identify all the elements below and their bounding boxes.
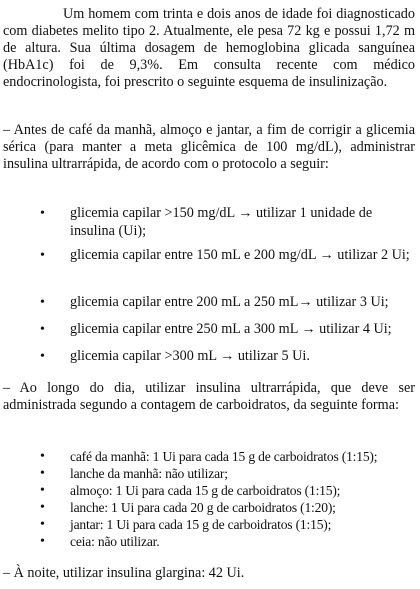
- bullet-icon: •: [40, 295, 45, 310]
- list-item-text: glicemia capilar entre 150 mL e 200 mg/dL → utilizar 2 Ui;: [70, 247, 410, 263]
- night-paragraph: – À noite, utilizar insulina glargina: 42 Ui.: [3, 565, 245, 581]
- bullet-icon: •: [40, 483, 45, 498]
- list-item-text: lanche da manhã: não utilizar;: [70, 466, 228, 481]
- list-item-text: café da manhã: 1 Ui para cada 15 g de carboidratos (1:15);: [70, 449, 378, 464]
- list-item-text: glicemia capilar >150 mg/dL → utilizar 1 unidade de insulina (Ui);: [70, 205, 373, 239]
- list-item-text: glicemia capilar >300 mL → utilizar 5 Ui.: [70, 348, 310, 364]
- list-item-text: lanche: 1 Ui para cada 20 g de carboidratos (1:20);: [70, 500, 336, 515]
- during-day-paragraph: – Ao longo do dia, utilizar insulina ultrarrápida, que deve ser administrada segundo a contagem de carboidratos, da seguinte forma:: [3, 380, 415, 413]
- bullet-icon: •: [40, 534, 45, 549]
- list-item: [0, 517, 420, 532]
- bullet-icon: •: [40, 500, 45, 515]
- list-item-text: glicemia capilar entre 200 mL a 250 mL→ utilizar 3 Ui;: [70, 294, 389, 310]
- bullet-icon: •: [40, 322, 45, 337]
- list-item-text: ceia: não utilizar.: [70, 534, 160, 549]
- list-item: [0, 466, 420, 481]
- list-item: [0, 500, 420, 515]
- bullet-icon: •: [40, 517, 45, 532]
- list-item: [0, 483, 420, 498]
- list-item-text: jantar: 1 Ui para cada 15 g de carboidratos (1:15);: [70, 517, 332, 532]
- list-item: [0, 534, 420, 549]
- bullet-icon: •: [40, 248, 45, 263]
- bullet-icon: •: [40, 466, 45, 481]
- intro-paragraph: Um homem com trinta e dois anos de idade foi diagnosticado com diabetes melito tipo 2. Atualmente, ele pesa 72 kg e possui 1,72 m de altura. Sua última dosagem de hemoglobina glicada sanguínea (HbA1c) foi de 9,3%. Em consulta recente com médico endocrinologista, foi prescrito o seguinte esquema de insulinização.: [3, 6, 415, 90]
- list-item-text: almoço: 1 Ui para cada 15 g de carboidratos (1:15);: [70, 483, 341, 498]
- bullet-icon: •: [40, 349, 45, 364]
- list-item-text: glicemia capilar entre 250 mL a 300 mL → utilizar 4 Ui;: [70, 321, 392, 337]
- before-meals-paragraph: – Antes de café da manhã, almoço e jantar, a fim de corrigir a glicemia sérica (para manter a meta glicêmica de 100 mg/dL), administrar insulina ultrarrápida, de acordo com o protocolo a seguir:: [3, 122, 415, 172]
- list-item: [0, 449, 420, 464]
- bullet-icon: •: [40, 206, 45, 221]
- bullet-icon: •: [40, 449, 45, 464]
